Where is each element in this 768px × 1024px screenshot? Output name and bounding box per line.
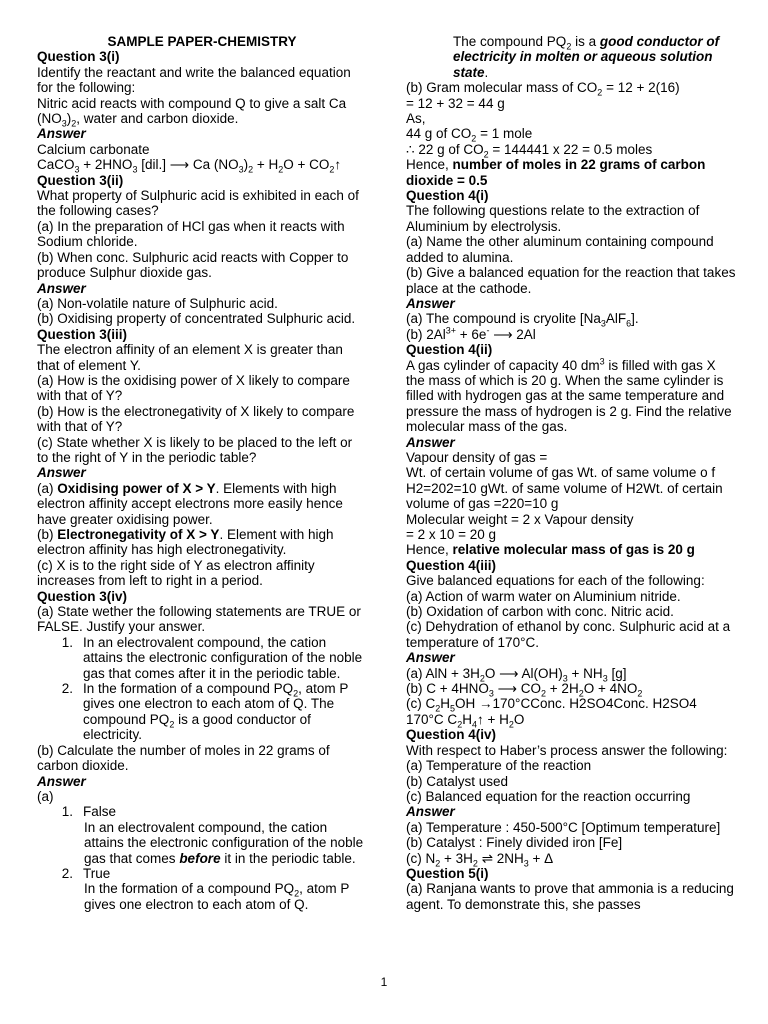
list-item xyxy=(37,866,367,881)
question-text: Identify the reactant and write the balanced equation for the following: xyxy=(37,64,351,96)
list-text: True xyxy=(83,865,111,881)
left-column xyxy=(37,34,367,912)
question-text: (a) State wether the following statements are TRUE or FALSE. Justify your answer. xyxy=(37,604,361,635)
answer-text: (b) Gram molecular mass of $CO_2 = 12 + 2(16)$ xyxy=(406,80,680,98)
answer-label: Answer xyxy=(37,126,86,142)
question-text: (a) In the preparation of HCl gas when it reacts with Sodium chloride. xyxy=(37,218,345,250)
answer-text: (a) The compound is cryolite $[Na_3AlF_6]$. xyxy=(406,311,639,329)
right-column xyxy=(406,34,736,912)
question-text: (a) How is the oxidising power of X likely to compare with that of Y? xyxy=(37,372,350,404)
page-number: 1 xyxy=(380,975,388,989)
question-text: (b) Calculate the number of moles in 22 grams of carbon dioxide. xyxy=(37,742,330,774)
question-text: (a) Name the other aluminum containing compound added to alumina. xyxy=(406,234,714,265)
answer-text: Calcium carbonate xyxy=(37,141,150,157)
list-number: 1. xyxy=(61,634,73,650)
answer-text: = 2 x 10 = 20 g xyxy=(406,527,497,542)
answer-text: Hence, relative molecular mass of gas is 20 g xyxy=(406,542,695,558)
chemical-equation: (b) $2Al^{3+} + 6e^-$ ⟶ 2Al xyxy=(406,325,536,342)
question-text: (a) Temperature of the reaction xyxy=(406,758,592,774)
question-heading: Question 3(iii) xyxy=(37,326,128,342)
list-text: In an electrovalent compound, the cation attains the electronic configuration of the noble gas that comes after it in the periodic table. xyxy=(83,634,363,681)
question-text: (c) Balanced equation for the reaction occurring xyxy=(406,788,691,804)
answer-text: ∴ 22 g of $CO_2 = 144441$ x 22 = 0.5 moles xyxy=(406,141,653,160)
chemical-equation: (c) $N_2 + 3H_2$ ⇌ $2NH_3 + \Delta$ xyxy=(406,850,554,869)
question-text: (a) Action of warm water on Aluminium nitride. xyxy=(406,588,681,604)
answer-text: Wt. of certain volume of gas Wt. of same volume o f H2=202=10 gWt. of same volume of H2Wt. of certain volume of gas =220=10 g xyxy=(406,465,723,512)
list-number: 2. xyxy=(61,865,73,881)
answer-label: Answer xyxy=(37,465,86,481)
answer-text: = 12 + 32 = 44 g xyxy=(406,95,505,111)
answer-label: Answer xyxy=(406,650,455,666)
answer-text: As, xyxy=(406,111,426,127)
question-text: (b) Give a balanced equation for the reaction that takes place at the cathode. xyxy=(406,265,736,296)
question-heading: Question 3(iv) xyxy=(37,588,128,604)
list-text: In the formation of a compound $PQ_2$, atom P gives one electron to each atom of Q. The compound $PQ_2$ is a good conductor of electricity. xyxy=(83,681,349,743)
answer-text: (b) Catalyst : Finely divided iron [Fe] xyxy=(406,835,623,851)
answer-label: Answer xyxy=(37,773,86,789)
list-number: 2. xyxy=(61,681,73,697)
answer-text: In the formation of a compound $PQ_2$, atom P gives one electron to each atom of Q. xyxy=(84,881,350,912)
list-item xyxy=(37,681,367,743)
list-text: False xyxy=(83,804,117,820)
answer-text: Hence, number of moles in 22 grams of carbon dioxide = 0.5 xyxy=(406,157,706,188)
list-number: 1. xyxy=(61,804,73,820)
answer-label: Answer xyxy=(406,295,455,311)
answer-text: Molecular weight = 2 x Vapour density xyxy=(406,511,634,527)
answer-text: (a) Non-volatile nature of Sulphuric acid. xyxy=(37,295,278,311)
question-text: Give balanced equations for each of the following: xyxy=(406,573,705,589)
chemical-equation: (b) $C + 4HNO_3$ ⟶ $CO_2 + 2H_2O + 4NO_2$ xyxy=(406,681,643,699)
question-text: With respect to Haber’s process answer the following: xyxy=(406,742,728,758)
question-text: (b) Oxidation of carbon with conc. Nitric acid. xyxy=(406,604,674,620)
question-heading: Question 5(i) xyxy=(406,865,489,881)
question-heading: Question 3(i) xyxy=(37,49,120,65)
page-title: SAMPLE PAPER-CHEMISTRY xyxy=(107,34,297,49)
answer-text: (a) xyxy=(37,788,54,804)
answer-text: (c) X is to the right side of Y as electron affinity increases from left to right in a period. xyxy=(37,557,315,589)
chemical-equation: CaCO$_3$ + $2HNO_3$ [dil.] ⟶ Ca $(NO_3)_2 + H_2O$ + $CO_2↑$ xyxy=(37,157,342,175)
answer-text: (b) Oxidising property of concentrated Sulphuric acid. xyxy=(37,311,356,327)
answer-text: The compound $PQ_2$ is a good conductor of electricity in molten or aqueous solution state. xyxy=(453,34,720,80)
question-text: The following questions relate to the extraction of Aluminium by electrolysis. xyxy=(406,203,700,234)
answer-text: Vapour density of gas = xyxy=(406,449,548,465)
answer-text: (a) Oxidising power of X > Y. Elements with high electron affinity accept electrons more easily hence have greater oxidising power. xyxy=(37,480,343,527)
chemical-equation: (a) AlN + $3H_2O$ ⟶ $Al(OH)_3 + NH_3$ [g] xyxy=(406,665,627,684)
question-text: (c) Dehydration of ethanol by conc. Sulphuric acid at a temperature of 170°C. xyxy=(406,619,731,650)
list-item xyxy=(37,804,367,819)
question-text: (b) When conc. Sulphuric acid reacts with Copper to produce Sulphur dioxide gas. xyxy=(37,249,349,281)
question-text: (b) Catalyst used xyxy=(406,773,509,789)
answer-label: Answer xyxy=(37,280,86,296)
answer-text: (b) Electronegativity of X > Y. Element with high electron affinity has high electronegativity. xyxy=(37,527,334,558)
answer-text: (a) Temperature : 450-500°C [Optimum temperature] xyxy=(406,819,721,835)
question-text: (c) State whether X is likely to be placed to the left or to the right of Y in the periodic table? xyxy=(37,434,353,465)
answer-label: Answer xyxy=(406,804,455,820)
question-heading: Question 4(iii) xyxy=(406,557,497,573)
question-text: The electron affinity of an element X is greater than that of element Y. xyxy=(37,342,343,373)
answer-label: Answer xyxy=(406,434,455,450)
chemical-equation: (c) $C_2H_5OH$ →170°CConc. H2SO4Conc. H2SO4 170°C $C_2H_4↑ + H_2O$ xyxy=(406,696,697,730)
question-heading: Question 4(i) xyxy=(406,188,489,204)
question-text: A gas cylinder of capacity 40 $dm^3$ is filled with gas X the mass of which is 20 g. When the same cylinder is filled with hydrogen gas at the same temperature and pressure the mass of hydrogen is 2 g. Find the relative molecular mass of the gas. xyxy=(406,356,732,435)
question-heading: Question 4(iv) xyxy=(406,727,497,743)
question-text: (b) How is the electronegativity of X likely to compare with that of Y? xyxy=(37,403,355,435)
answer-text: In an electrovalent compound, the cation attains the electronic configuration of the noble gas that comes before it in the periodic table. xyxy=(84,819,364,866)
question-heading: Question 3(ii) xyxy=(37,172,124,188)
question-text: Nitric acid reacts with compound Q to give a salt Ca $(NO_3)_2$, water and carbon dioxide. xyxy=(37,95,347,129)
question-heading: Question 4(ii) xyxy=(406,342,493,358)
question-text: (a) Ranjana wants to prove that ammonia is a reducing agent. To demonstrate this, she passes xyxy=(406,881,734,912)
question-text: What property of Sulphuric acid is exhibited in each of the following cases? xyxy=(37,188,359,219)
list-item xyxy=(37,635,367,681)
answer-text: 44 g of $CO_2 = 1$ mole xyxy=(406,126,533,145)
